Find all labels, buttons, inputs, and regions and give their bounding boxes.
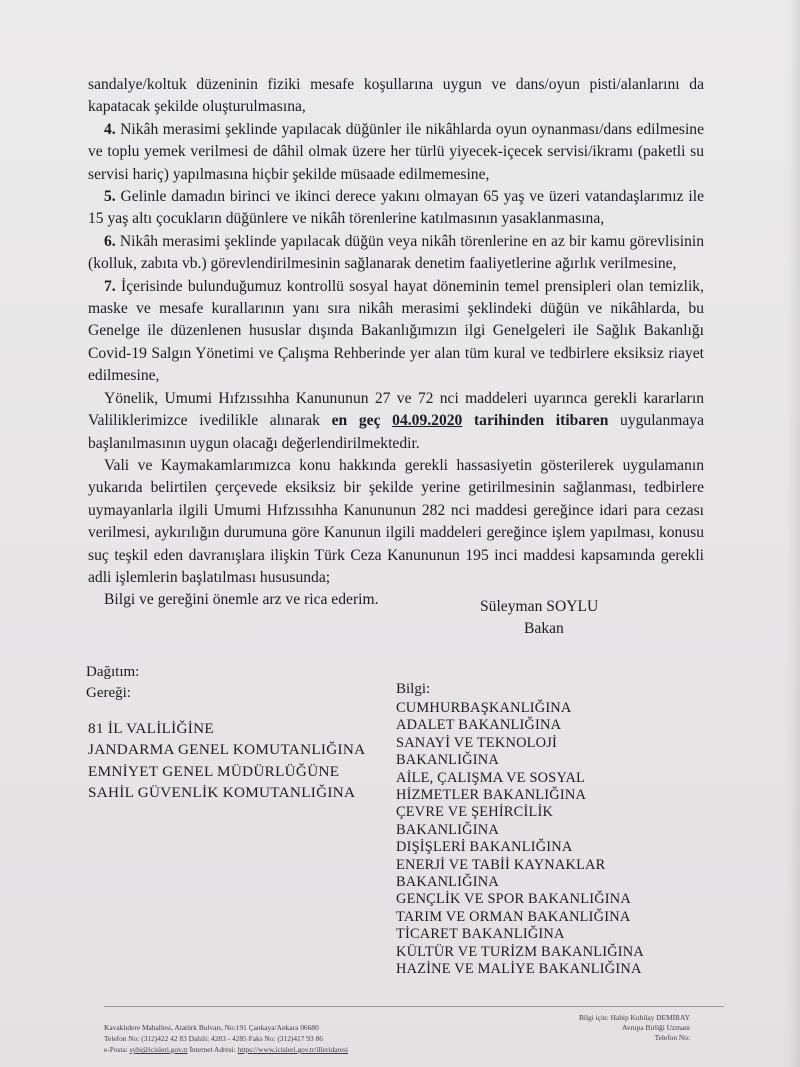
gereği-list: [88, 718, 365, 803]
recipient-item: 81 İL VALİLİĞİNE: [88, 720, 214, 737]
bilgi-item: AİLE, ÇALIŞMA VE SOSYAL: [396, 769, 586, 786]
footer-phone: Telefon No: (312)422 42 83 Dahili: 4283 - 4285 Faks No: (312)417 93 86: [104, 1034, 323, 1043]
distribution-label: Dağıtım:: [86, 664, 140, 680]
deadline-text-c: uygulanmaya başlanılmasının uygun olacağı değerlendirilmektedir.: [88, 412, 705, 452]
eposta-label: e-Posta:: [104, 1045, 130, 1054]
footer-divider: [104, 1006, 724, 1007]
distribution-header: [86, 662, 139, 704]
recipient-item: JANDARMA GENEL KOMUTANLIĞINA: [88, 741, 366, 759]
paragraph-intro: sandalye/koltuk düzeninin fiziki mesafe koşullarına uygun ve dans/oyun pisti/alanlarını da kapatacak şekilde oluşturulmasına,: [88, 76, 704, 116]
bilgi-item: TİCARET BAKANLIĞINA: [396, 926, 565, 943]
bilgi-item: CUMHURBAŞKANLIĞINA: [396, 700, 572, 716]
bilgi-item: HİZMETLER BAKANLIĞINA: [396, 787, 587, 804]
footer-info-contact: [579, 1013, 690, 1043]
paragraph-closing: Bilgi ve gereğini önemle arz ve rica ederim.: [104, 591, 379, 609]
bilgi-item: KÜLTÜR VE TURİZM BAKANLIĞINA: [396, 943, 644, 960]
info-contact-name: Bilgi için: Habip Kubilay DEMİRAY: [579, 1013, 690, 1022]
deadline-date: 04.09.2020: [392, 412, 463, 430]
web-label: İnternet Adresi:: [187, 1045, 238, 1054]
deadline-emphasis-b: tarihinden itibaren: [462, 412, 609, 430]
paragraph-6: [88, 231, 704, 276]
info-contact-phone: Telefon No:: [654, 1033, 690, 1042]
paragraph-5: [88, 186, 704, 231]
bilgi-item: BAKANLIĞINA: [396, 821, 499, 838]
paragraph-4-text: Nikâh merasimi şeklinde yapılacak düğünler ile nikâhlarda oyun oynanması/dans edilmesine ve toplu yemek verilmesi de dâhil olmak üzere her türlü yiyecek-içecek servisi/ikramı (paketli su servisi hariç) yapılmasına hiçbir şekilde müsaade edilmemesine,: [88, 120, 704, 183]
deadline-emphasis-a: en geç: [331, 412, 393, 430]
paragraph-deadline: [88, 388, 704, 455]
item-number-5: 5.: [104, 188, 116, 206]
paragraph-enforcement: Vali ve Kaymakamlarımızca konu hakkında gerekli hassasiyetin gösterilerek uygulamanın yukarıda belirtilen çerçevede eksiksiz bir şekilde yerine getirilmesinin sağlanması, tedbirlere uymayanlarla ilgili Umumi Hıfzıssıhha Kanununun 282 nci maddesi gereğince idari para cezası verilmesi, aykırılığın durumuna göre Kanunun ilgili maddeleri gereğince işlem yapılması, konusu suç teşkil eden davranışlara ilişkin Türk Ceza Kanununun 195 inci maddesi kapsamında gerekli adli işlemlerin başlatılması hususunda;: [88, 456, 704, 586]
bilgi-item: BAKANLIĞINA: [396, 874, 499, 891]
bilgi-item: ENERJİ VE TABİİ KAYNAKLAR: [396, 856, 606, 873]
deadline-text-a: Yönelik, Umumi Hıfzıssıhha Kanununun 27 ve 72 nci maddeleri uyarınca gerekli kararların Valiliklerimizce ivedilikle alınarak: [88, 389, 704, 430]
paragraph-5-text: Gelinle damadın birinci ve ikinci derece yakını olmayan 65 yaş ve üzeri vatandaşlarımız ile 15 yaş altı çocukların düğünlere ve nikâh törenlerine katılmasının yasaklanmasına,: [88, 188, 704, 228]
paragraph-7: [88, 276, 704, 388]
bilgi-list: [396, 700, 644, 979]
item-number-6: 6.: [104, 232, 116, 250]
recipient-item: SAHİL GÜVENLİK KOMUTANLIĞINA: [88, 783, 356, 801]
eposta-link[interactable]: sybi@icisleri.gov.tr: [129, 1045, 188, 1054]
info-contact-title: Avrupa Birliği Uzmanı: [621, 1023, 690, 1032]
item-number-7: 7.: [104, 277, 116, 295]
page-edge-shadow: [786, 0, 800, 1067]
bilgi-item: BAKANLIĞINA: [396, 752, 499, 769]
bilgi-item: TARIM VE ORMAN BAKANLIĞINA: [396, 908, 631, 925]
bilgi-item: DIŞİŞLERİ BAKANLIĞINA: [396, 839, 573, 856]
footer-contact: [104, 1022, 348, 1055]
bilgi-label: Bilgi:: [396, 681, 431, 697]
bilgi-item: HAZİNE VE MALİYE BAKANLIĞINA: [396, 961, 642, 978]
paragraph-4: [88, 119, 704, 186]
signatory-name: Süleyman SOYLU: [480, 598, 599, 615]
footer-online: [104, 1044, 348, 1055]
bilgi-item: GENÇLİK VE SPOR BAKANLIĞINA: [396, 891, 631, 908]
recipient-item: EMNİYET GENEL MÜDÜRLÜĞÜNE: [88, 762, 340, 780]
paragraph-7-text: İçerisinde bulunduğumuz kontrollü sosyal hayat döneminin temel prensipleri olan temizlik, maske ve mesafe kurallarının yanı sıra nikâh merasimi şeklindeki düğün ve nikâhlarda, bu Genelge ile düzenlenen hususlar dışında Bakanlığımızın ilgi Genelgeleri ile Sağlık Bakanlığı Covid-19 Salgın Yönetimi ve Çalışma Rehberinde yer alan tüm kural ve tedbirlere eksiksiz riayet edilmesine,: [88, 277, 704, 385]
bilgi-item: ADALET BAKANLIĞINA: [396, 717, 562, 734]
letter-body: [88, 74, 704, 612]
signature-block: [480, 596, 640, 640]
footer-address: Kavaklıdere Mahallesi, Atatürk Bulvarı, No:191 Çankaya/Ankara 06680: [104, 1023, 319, 1032]
paragraph-6-text: Nikâh merasimi şeklinde yapılacak düğün veya nikâh törenlerine en az bir kamu görevlisinin (kolluk, zabıta vb.) görevlendirilmesinin sağlanarak denetim faaliyetlerine ağırlık verilmesine,: [88, 232, 704, 273]
bilgi-item: SANAYİ VE TEKNOLOJİ: [396, 734, 558, 751]
bilgi-item: ÇEVRE VE ŞEHİRCİLİK: [396, 804, 554, 821]
web-link[interactable]: https://www.icisleri.gov.tr/illeridaresi: [237, 1045, 349, 1054]
gereği-label: Gereği:: [86, 685, 131, 701]
signatory-title: Bakan: [524, 620, 564, 637]
item-number-4: 4.: [104, 120, 116, 138]
